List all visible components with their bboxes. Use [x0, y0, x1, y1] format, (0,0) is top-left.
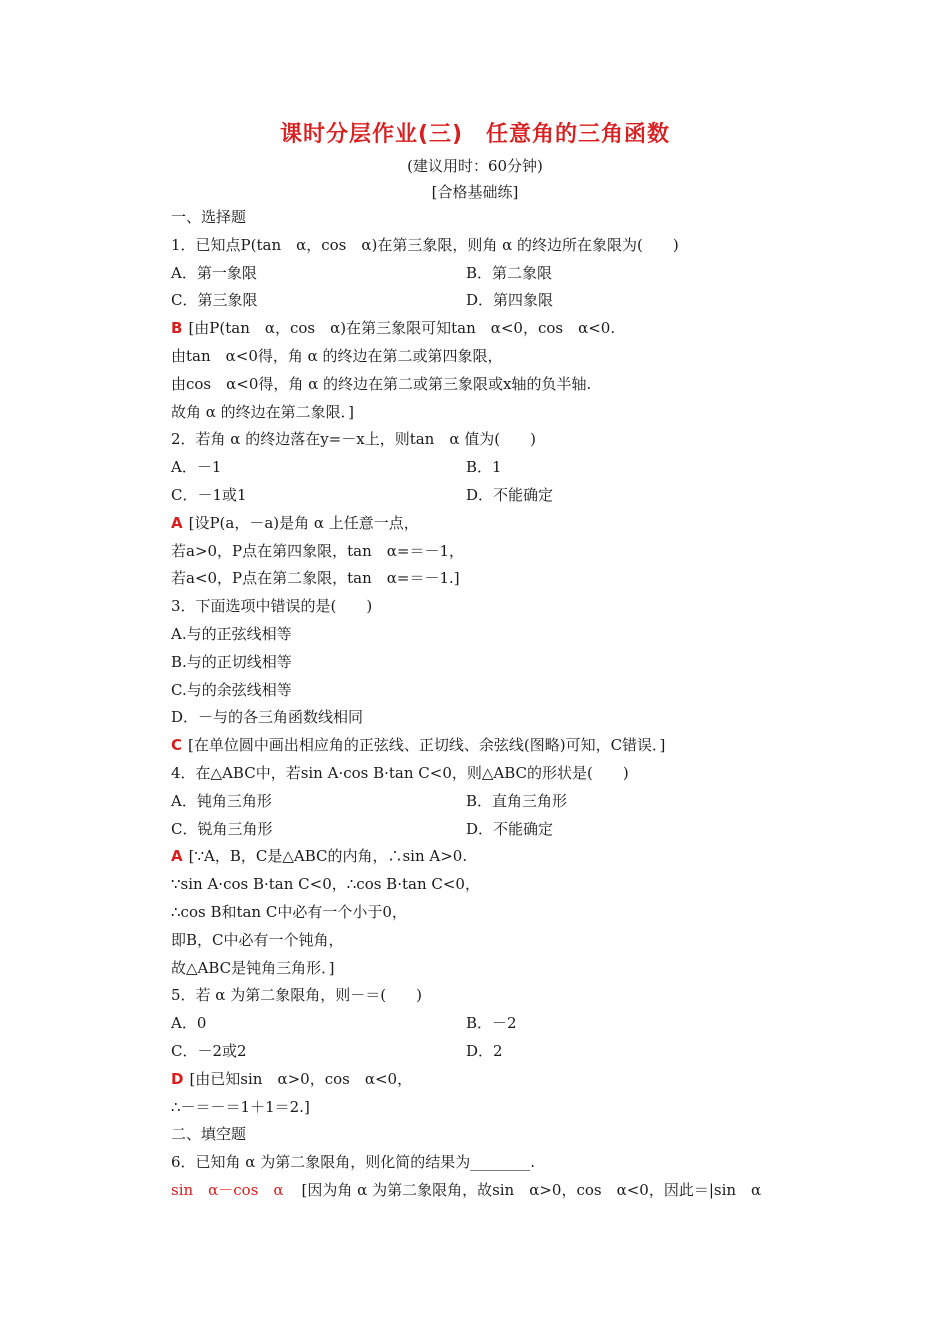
- answer-text: sin α－cos α: [171, 1180, 284, 1199]
- option-a: A．－1: [171, 458, 222, 477]
- solution-text: [在单位圆中画出相应角的正弦线、正切线、余弦线(图略)可知，C错误．]: [188, 736, 666, 755]
- suggested-time: (建议用时：60分钟): [407, 157, 543, 175]
- question-2-solution: [171, 510, 811, 538]
- solution-line: 若a>0，P点在第四象限，tan α=＝－1，: [171, 541, 465, 560]
- question-1-solution: [171, 315, 811, 343]
- option-b: B．－2: [466, 1014, 517, 1033]
- question-4-options-row-2: [171, 816, 811, 844]
- part-heading-fill-blank: 二、填空题: [171, 1125, 247, 1144]
- question-2-options-row-2: [171, 482, 811, 510]
- question-1-options-row-2: [171, 287, 811, 315]
- question-4-solution: [171, 843, 811, 871]
- option-d: D．2: [466, 1041, 503, 1060]
- option-b: B．第二象限: [466, 263, 553, 282]
- option-c: C．第三象限: [171, 291, 258, 310]
- option-c: C．－1或1: [171, 485, 247, 504]
- option-a: A．第一象限: [171, 263, 257, 282]
- answer-letter: D: [171, 1069, 184, 1088]
- option-a: A．钝角三角形: [171, 791, 272, 810]
- question-5-solution: [171, 1066, 811, 1094]
- option-b: B.与的正切线相等: [171, 652, 292, 671]
- question-5-options-row-2: [171, 1038, 811, 1066]
- solution-line: ∴－＝－＝1＋1＝2.]: [171, 1097, 310, 1116]
- solution-line: 由tan α<0得，角 α 的终边在第二或第四象限，: [171, 346, 503, 365]
- question-6-stem: 6．已知角 α 为第二象限角，则化简的结果为________.: [171, 1153, 535, 1172]
- solution-line: ∵sin A·cos B·tan C<0，∴cos B·tan C<0，: [171, 875, 480, 894]
- section-tag: [合格基础练]: [431, 183, 519, 201]
- solution-line: 即B，C中必有一个钝角，: [171, 930, 344, 949]
- option-d: D．不能确定: [466, 485, 554, 504]
- question-4-options-row-1: [171, 788, 811, 816]
- answer-letter: A: [171, 513, 183, 532]
- question-list: [171, 204, 811, 1205]
- option-c: C．锐角三角形: [171, 819, 273, 838]
- option-d: D．－与的各三角函数线相同: [171, 708, 364, 727]
- question-5-options-row-1: [171, 1010, 811, 1038]
- option-b: B．直角三角形: [466, 791, 568, 810]
- option-c: C．－2或2: [171, 1041, 247, 1060]
- solution-line: 若a<0，P点在第二象限，tan α=＝－1.]: [171, 569, 460, 588]
- answer-letter: B: [171, 319, 183, 338]
- solution-text: [因为角 α 为第二象限角，故sin α>0，cos α<0，因此＝|sin α: [301, 1180, 762, 1199]
- question-2-options-row-1: [171, 454, 811, 482]
- option-a: A．0: [171, 1014, 207, 1033]
- answer-letter: C: [171, 736, 183, 755]
- question-1-stem: 1．已知点P(tan α，cos α)在第三象限，则角 α 的终边所在象限为( ): [171, 235, 679, 254]
- question-3-stem: 3．下面选项中错误的是( ): [171, 597, 373, 616]
- question-2-stem: 2．若角 α 的终边落在y=－x上，则tan α 值为( ): [171, 430, 536, 449]
- solution-text: [由P(tan α，cos α)在第三象限可知tan α<0，cos α<0.: [188, 319, 616, 338]
- solution-line: ∴cos B和tan C中必有一个小于0，: [171, 902, 407, 921]
- option-d: D．第四象限: [466, 291, 554, 310]
- question-6-solution: [171, 1177, 811, 1205]
- answer-letter: A: [171, 847, 183, 866]
- solution-line: 由cos α<0得，角 α 的终边在第二或第三象限或x轴的负半轴.: [171, 374, 592, 393]
- solution-line: 故角 α 的终边在第二象限．]: [171, 402, 355, 421]
- question-1-options-row-1: [171, 260, 811, 288]
- solution-text: [由已知sin α>0，cos α<0，: [189, 1069, 413, 1088]
- page-title: 课时分层作业(三) 任意角的三角函数: [279, 122, 671, 147]
- question-5-stem: 5．若 α 为第二象限角，则－＝( ): [171, 986, 422, 1005]
- option-c: C.与的余弦线相等: [171, 680, 292, 699]
- solution-line: 故△ABC是钝角三角形．]: [171, 958, 335, 977]
- question-3-solution: [171, 732, 811, 760]
- solution-text: [设P(a，－a)是角 α 上任意一点，: [188, 513, 419, 532]
- option-b: B．1: [466, 458, 502, 477]
- option-a: A.与的正弦线相等: [171, 624, 292, 643]
- question-4-stem: 4．在△ABC中，若sin A·cos B·tan C<0，则△ABC的形状是( ): [171, 763, 629, 782]
- part-heading-choice: 一、选择题: [171, 208, 247, 226]
- option-d: D．不能确定: [466, 819, 554, 838]
- solution-text: [∵A，B，C是△ABC的内角，∴sin A>0.: [188, 847, 468, 866]
